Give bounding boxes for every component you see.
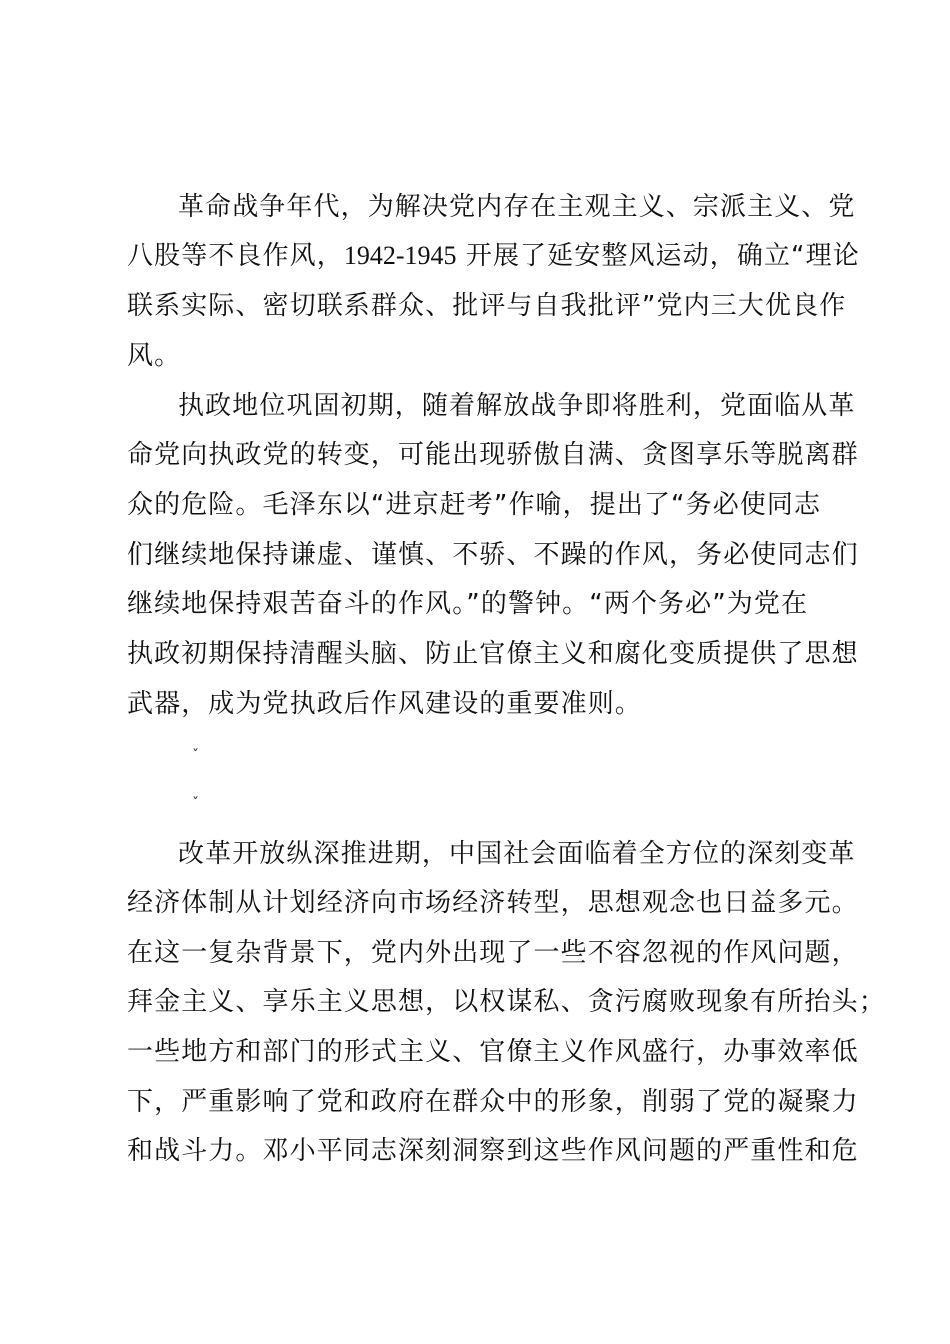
edit-mark-1: ˇ	[192, 748, 199, 764]
paragraph-2-line-1: 执政地位巩固初期，随着解放战争即将胜利，党面临从革	[178, 391, 856, 421]
paragraph-1-line-2	[127, 240, 860, 272]
year-range: 1942-1945	[343, 241, 457, 270]
paragraph-3-line-3: 在这一复杂背景下，党内外出现了一些不容忽视的作风问题，	[127, 938, 859, 968]
paragraph-2-line-3: 众的危险。毛泽东以“进京赶考”作喻，提出了“务必使同志	[127, 490, 822, 520]
paragraph-2-line-5: 继续地保持艰苦奋斗的作风。”的警钟。“两个务必”为党在	[127, 589, 809, 619]
edit-mark-2: ˇ	[192, 796, 199, 812]
paragraph-1-line-2-text: 八股等不良作风，	[127, 241, 344, 271]
paragraph-3-line-5: 一些地方和部门的形式主义、官僚主义作风盛行，办事效率低	[127, 1037, 859, 1067]
paragraph-3-line-2: 经济体制从计划经济向市场经济转型，思想观念也日益多元。	[127, 888, 859, 918]
paragraph-2-line-4: 们继续地保持谦虚、谨慎、不骄、不躁的作风，务必使同志们	[127, 540, 859, 570]
paragraph-1-line-2-tail: 开展了延安整风运动，确立“理论	[456, 241, 860, 271]
paragraph-1-line-1: 革命战争年代，为解决党内存在主观主义、宗派主义、党	[178, 192, 856, 222]
paragraph-2-line-7: 武器，成为党执政后作风建设的重要准则。	[127, 689, 642, 719]
paragraph-2-line-6: 执政初期保持清醒头脑、防止官僚主义和腐化变质提供了思想	[127, 639, 859, 669]
paragraph-3-line-4: 拜金主义、享乐主义思想，以权谋私、贪污腐败现象有所抬头；	[127, 987, 886, 1017]
paragraph-2-line-2: 命党向执政党的转变，可能出现骄傲自满、贪图享乐等脱离群	[127, 440, 859, 470]
paragraph-3-line-7: 和战斗力。邓小平同志深刻洞察到这些作风问题的严重性和危	[127, 1136, 859, 1166]
paragraph-1-line-3: 联系实际、密切联系群众、批评与自我批评”党内三大优良作	[127, 291, 847, 321]
paragraph-1-line-4: 风。	[127, 341, 182, 371]
paragraph-3-line-6: 下，严重影响了党和政府在群众中的形象，削弱了党的凝聚力	[127, 1087, 859, 1117]
paragraph-3-line-1: 改革开放纵深推进期，中国社会面临着全方位的深刻变革	[178, 839, 856, 869]
